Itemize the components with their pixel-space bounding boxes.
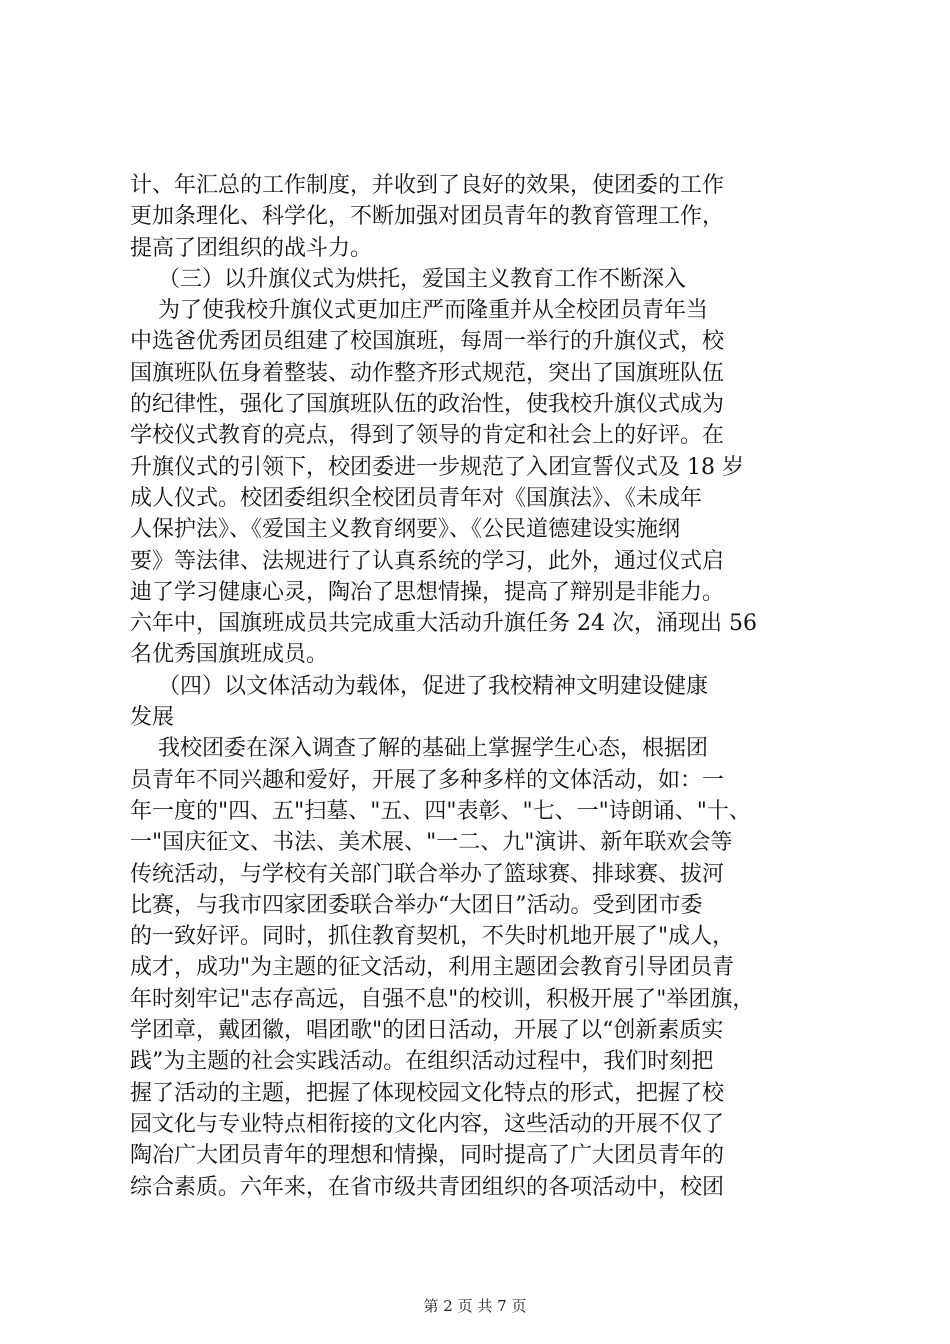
- text-line: 要》等法律、法规进行了认真系统的学习，此外，通过仪式启: [130, 548, 725, 574]
- text-line: 的一致好评。同时，抓住教育契机，不失时机地开展了"成人，: [130, 924, 735, 950]
- text-line: 学校仪式教育的亮点，得到了领导的肯定和社会上的好评。在: [130, 423, 725, 449]
- text-line: 握了活动的主题，把握了体现校园文化特点的形式，把握了校: [130, 1080, 725, 1106]
- text-line: 迪了学习健康心灵，陶冶了思想情操，提高了辩别是非能力。: [130, 579, 725, 605]
- text-line: 成才，成功"为主题的征文活动，利用主题团会教育引导团员青: [130, 955, 735, 981]
- text-line: 六年中，国旗班成员共完成重大活动升旗任务 24 次，涌现出 56: [130, 611, 757, 637]
- text-line: 国旗班队伍身着整装、动作整齐形式规范，突出了国旗班队伍: [130, 360, 725, 386]
- text-line: 传统活动，与学校有关部门联合举办了篮球赛、排球赛、拔河: [130, 861, 725, 887]
- text-line: 员青年不同兴趣和爱好，开展了多种多样的文体活动，如：一: [130, 767, 725, 793]
- text-line: 更加条理化、科学化，不断加强对团员青年的教育管理工作，: [130, 204, 725, 230]
- text-line: 陶冶广大团员青年的理想和情操，同时提高了广大团员青年的: [130, 1143, 725, 1169]
- page-footer: 第 2 页 共 7 页: [423, 1297, 527, 1315]
- text-line: （三）以升旗仪式为烘托，爱国主义教育工作不断深入: [130, 266, 686, 292]
- text-line: 提高了团组织的战斗力。: [130, 235, 373, 261]
- text-line: 计、年汇总的工作制度，并收到了良好的效果，使团委的工作: [130, 173, 725, 198]
- text-line: 一"国庆征文、书法、美术展、"一二、九"演讲、新年联欢会等: [130, 830, 733, 856]
- text-line: 我校团委在深入调查了解的基础上掌握学生心态，根据团: [130, 736, 708, 762]
- text-line: 中选爸优秀团员组建了校国旗班，每周一举行的升旗仪式，校: [130, 329, 725, 355]
- text-line: 为了使我校升旗仪式更加庄严而隆重并从全校团员青年当: [130, 298, 708, 324]
- text-line: 发展: [130, 705, 175, 731]
- text-line: 综合素质。六年来，在省市级共青团组织的各项活动中，校团: [130, 1174, 725, 1200]
- text-line: 人保护法》、《爱国主义教育纲要》、《公民道德建设实施纲: [130, 517, 681, 543]
- text-line: 成人仪式。校团委组织全校团员青年对《国旗法》、《未成年: [130, 485, 703, 511]
- text-line: 年一度的"四、五"扫墓、"五、四"表彰、"七、一"诗朗诵、"十、: [130, 798, 751, 824]
- text-line: 升旗仪式的引领下，校团委进一步规范了入团宣誓仪式及 18 岁: [130, 454, 744, 480]
- text-line: 园文化与专业特点相衔接的文化内容，这些活动的开展不仅了: [130, 1111, 725, 1137]
- text-line: 年时刻牢记"志存高远，自强不息"的校训，积极开展了"举团旗，: [130, 986, 755, 1012]
- text-line: 践”为主题的社会实践活动。在组织活动过程中，我们时刻把: [130, 1049, 714, 1075]
- text-line: 的纪律性，强化了国旗班队伍的政治性，使我校升旗仪式成为: [130, 392, 725, 418]
- text-line: （四）以文体活动为载体，促进了我校精神文明建设健康: [130, 673, 708, 699]
- text-line: 比赛，与我市四家团委联合举办“大团日”活动。受到团市委: [130, 892, 703, 918]
- text-line: 名优秀国旗班成员。: [130, 642, 329, 668]
- body-text: [130, 170, 830, 1203]
- text-line: 学团章，戴团徽，唱团歌"的团日活动，开展了以“创新素质实: [130, 1018, 724, 1044]
